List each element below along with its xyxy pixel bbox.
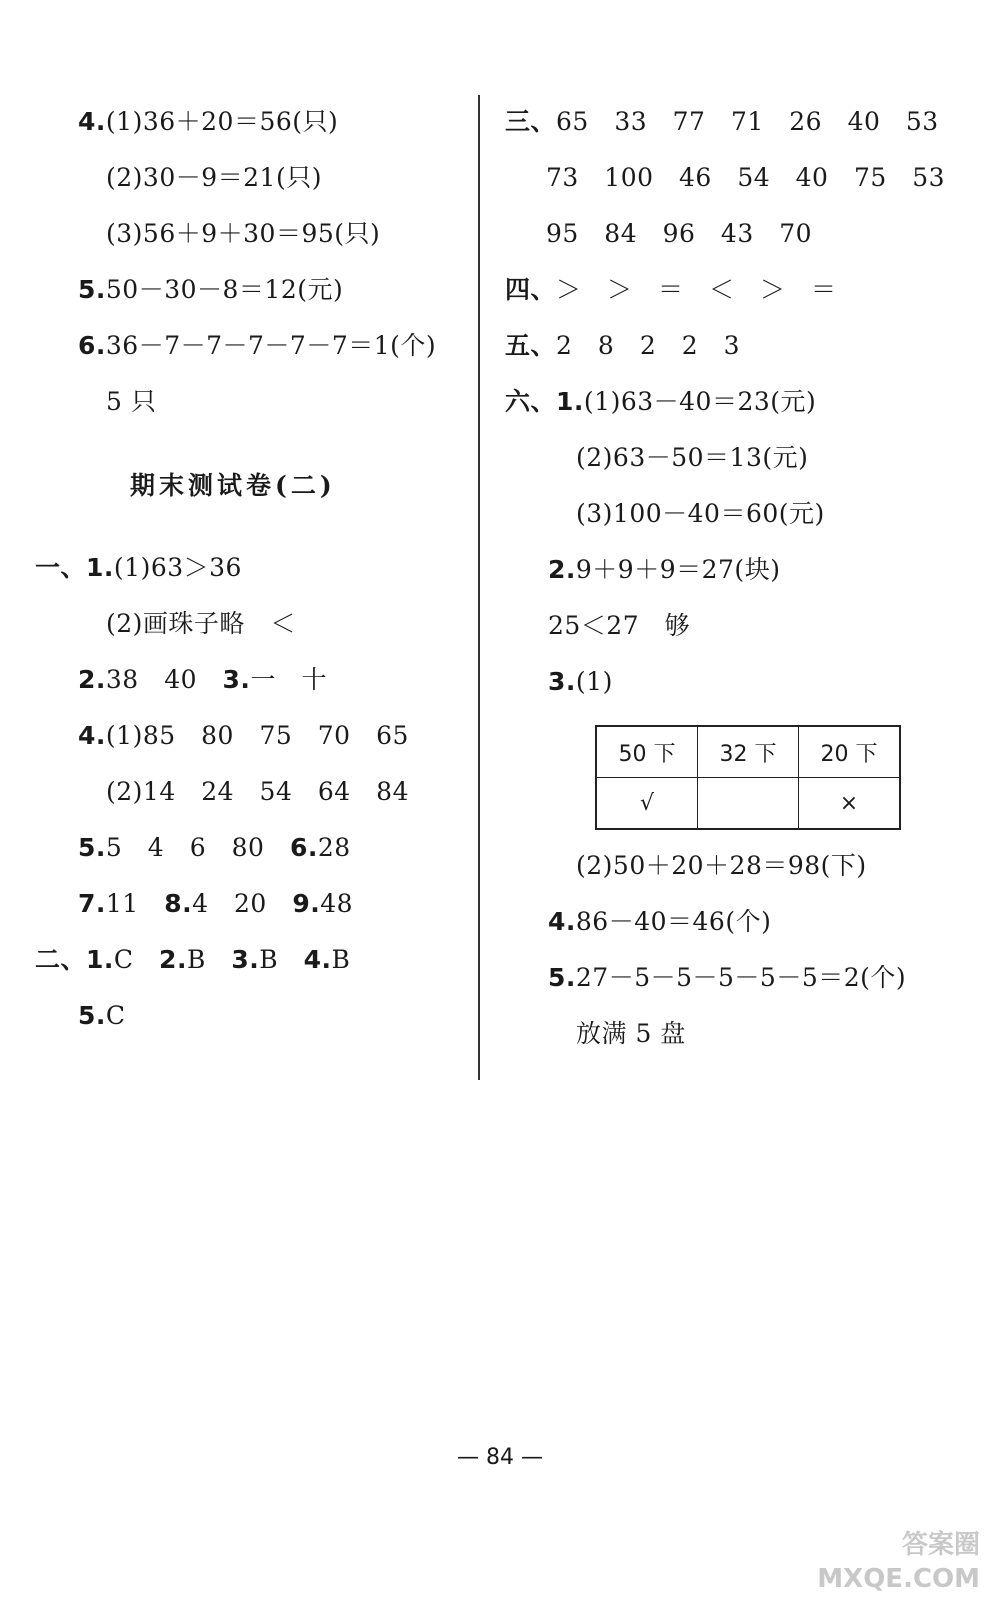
answer-line: 六、1.(1)63－40＝23(元) (505, 387, 817, 416)
answer-line: 6.36－7－7－7－7－7＝1(个) (78, 331, 437, 360)
answer-line: (2)50＋20＋28＝98(下) (576, 851, 867, 880)
answer-table (595, 725, 901, 830)
answer-line: (2)14 24 54 64 84 (106, 777, 409, 806)
answer-line: 5 只 (106, 387, 157, 416)
answer-line: 二、1.C 2.B 3.B 4.B (35, 945, 351, 974)
answer-line: 2.9＋9＋9＝27(块) (548, 555, 781, 584)
answer-line: 5.27－5－5－5－5－5＝2(个) (548, 963, 907, 992)
empty-cell (698, 778, 799, 830)
cross-mark-cell: × (799, 778, 901, 830)
answer-line: 5.5 4 6 80 6.28 (78, 833, 351, 862)
answer-line: 四、＞ ＞ ＝ ＜ ＞ ＝ (505, 275, 837, 304)
answer-line: (3)56＋9＋30＝95(只) (106, 219, 381, 248)
table-row (596, 778, 900, 830)
answer-line: 五、2 8 2 2 3 (505, 331, 741, 360)
answer-line: 三、65 33 77 71 26 40 53 (505, 107, 939, 136)
answer-line: 放满 5 盘 (576, 1019, 686, 1048)
table-header-cell: 20 下 (799, 726, 901, 778)
table-header-cell: 32 下 (698, 726, 799, 778)
answer-line: 4.(1)36＋20＝56(只) (78, 107, 339, 136)
watermark-text: 答案圈 (901, 1530, 980, 1560)
answer-line: (2)30－9＝21(只) (106, 163, 322, 192)
table-row (596, 726, 900, 778)
answer-line: 一、1.(1)63＞36 (35, 553, 242, 582)
answer-line: 2.38 40 3.一 十 (78, 665, 327, 694)
answer-line: (3)100－40＝60(元) (576, 499, 825, 528)
answer-line: (2)63－50＝13(元) (576, 443, 809, 472)
check-mark-cell: √ (596, 778, 698, 830)
answer-line: 4.86－40＝46(个) (548, 907, 772, 936)
watermark-url: MXQE.COM (817, 1564, 980, 1594)
answer-line: 95 84 96 43 70 (546, 219, 813, 248)
answer-line: 4.(1)85 80 75 70 65 (78, 721, 409, 750)
answer-line: 5.50－30－8＝12(元) (78, 275, 344, 304)
answer-line: 7.11 8.4 20 9.48 (78, 889, 354, 918)
column-divider (478, 95, 480, 1080)
answer-line: (2)画珠子略 ＜ (106, 609, 296, 638)
table-header-cell: 50 下 (596, 726, 698, 778)
answer-line: 25＜27 够 (548, 611, 691, 640)
section-title: 期末测试卷(二) (130, 471, 336, 500)
watermark-logo (817, 1528, 980, 1596)
answer-line: 73 100 46 54 40 75 53 (546, 163, 946, 192)
answer-line: 3.(1) (548, 667, 613, 696)
answer-line: 5.C (78, 1001, 126, 1030)
page-number: — 84 — (457, 1445, 543, 1470)
